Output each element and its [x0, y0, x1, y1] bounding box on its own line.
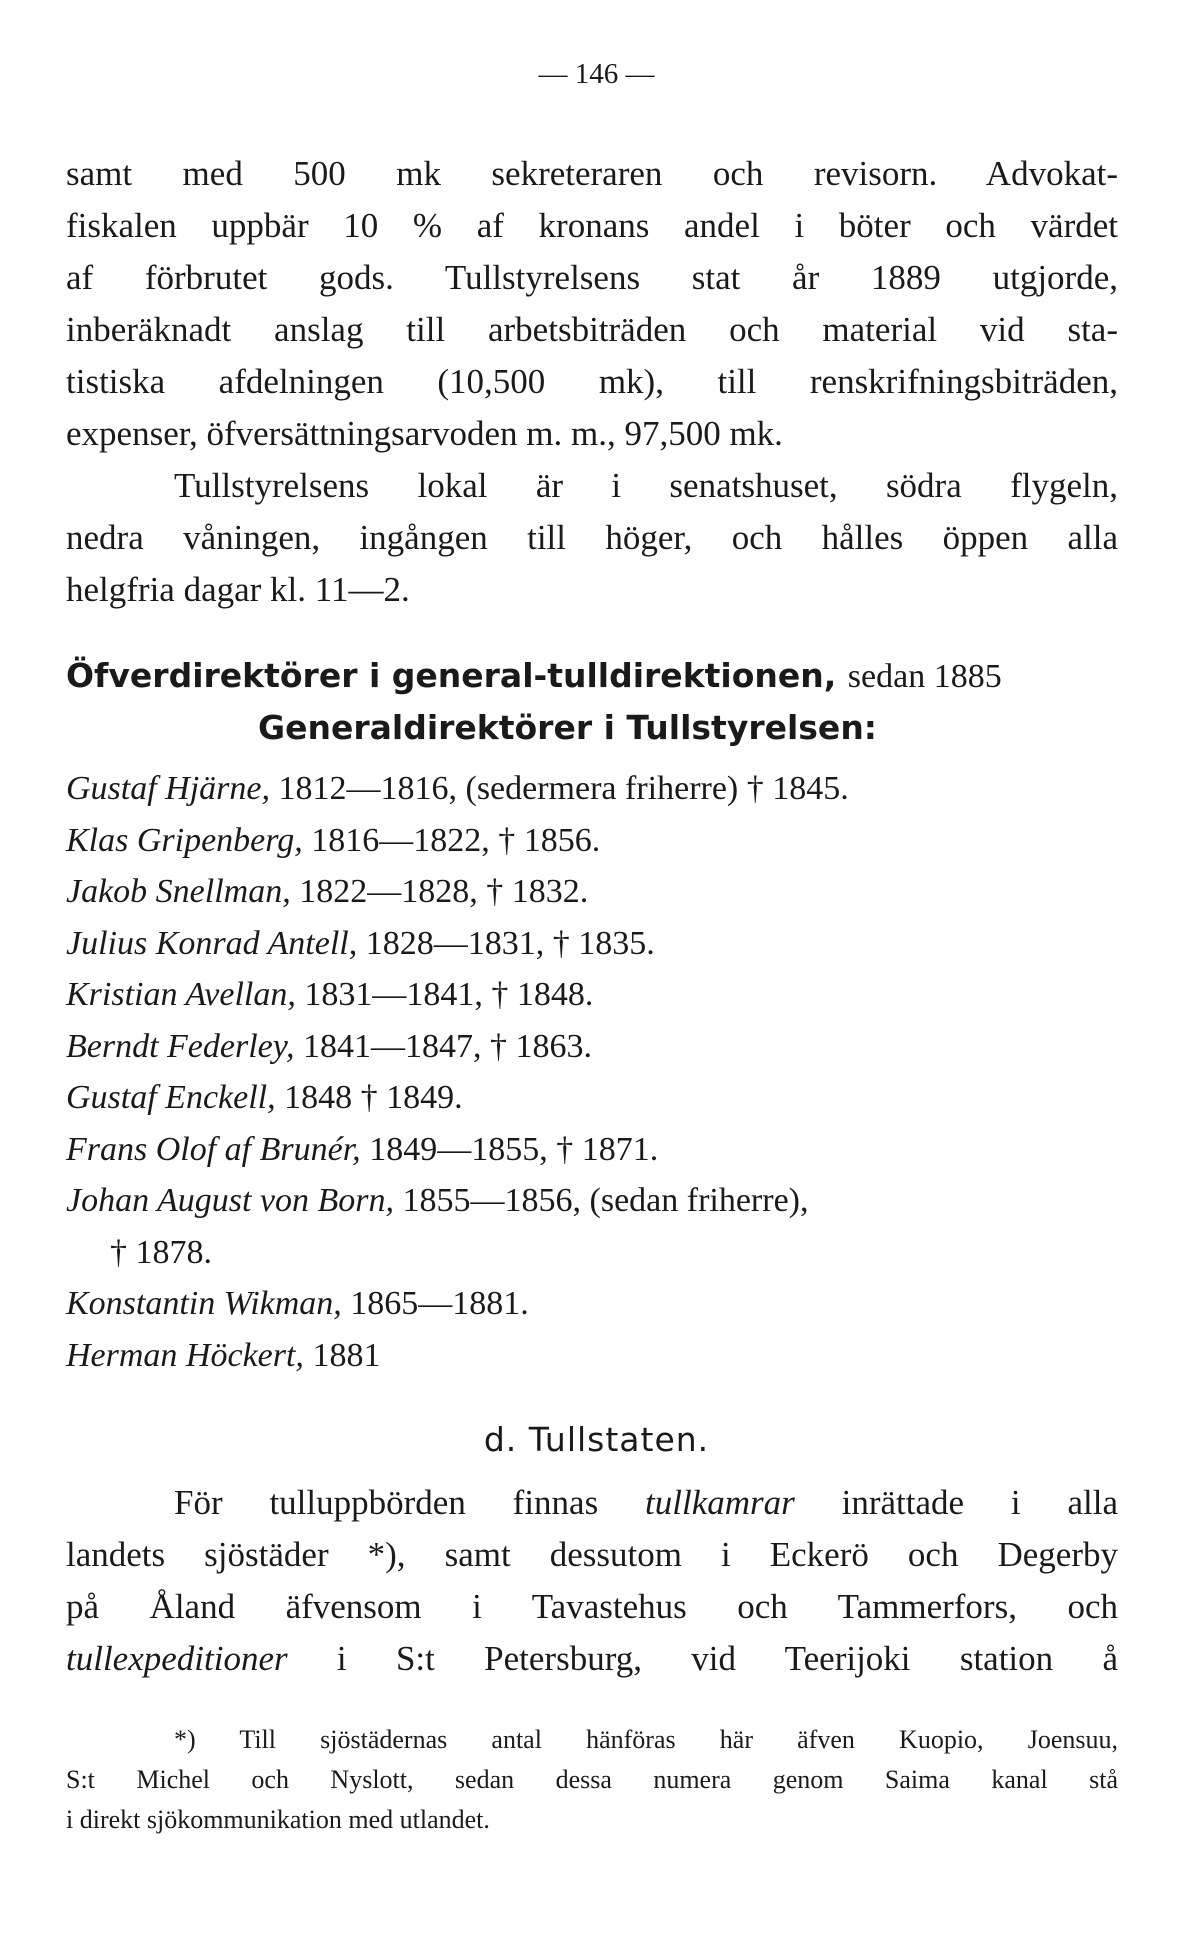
- director-details: 1828—1831, † 1835.: [357, 924, 655, 962]
- director-name: Konstantin Wikman,: [66, 1285, 342, 1322]
- footnote-line: S:t Michel och Nyslott, sedan dessa numera genom Saima kanal stå: [66, 1765, 1118, 1794]
- text-line: För tulluppbörden finnas tullkamrar inrättade i alla: [174, 1483, 1118, 1522]
- director-details: 1848 † 1849.: [275, 1079, 463, 1116]
- director-entry: [66, 1175, 1118, 1227]
- footnote-line: i direkt sjökommunikation med utlandet.: [66, 1805, 490, 1834]
- director-details: 1849—1855, † 1871.: [360, 1130, 659, 1168]
- text-line: fiskalen uppbär 10 % af kronans andel i böter och värdet: [66, 206, 1118, 245]
- page-number: — 146 —: [538, 58, 655, 90]
- director-list: [66, 763, 1118, 1381]
- director-details: 1841—1847, † 1863.: [294, 1027, 592, 1065]
- director-entry: [66, 1021, 1118, 1073]
- director-details: 1831—1841, † 1848.: [295, 976, 594, 1013]
- director-name: Berndt Federley,: [66, 1027, 295, 1065]
- director-entry-continuation: [66, 1227, 1118, 1279]
- footnote-line: *) Till sjöstädernas antal hänföras här äfven Kuopio, Joensuu,: [174, 1725, 1118, 1754]
- director-name: Herman Höckert,: [66, 1336, 304, 1374]
- director-entry: [66, 1072, 1118, 1124]
- section-title-date: sedan 1885: [847, 658, 1002, 695]
- director-entry: [66, 815, 1118, 867]
- director-details: 1855—1856, (sedan friherre),: [394, 1182, 809, 1219]
- text-line: nedra våningen, ingången till höger, och hålles öppen alla: [66, 518, 1118, 557]
- director-name: Klas Gripenberg,: [66, 821, 303, 859]
- section-heading-tullstaten: d. Tullstaten.: [483, 1420, 710, 1459]
- director-name: Frans Olof af Brunér,: [66, 1130, 361, 1168]
- section-subtitle-directors: Generaldirektörer i Tullstyrelsen:: [258, 708, 878, 747]
- body-text-lower: [66, 1477, 1118, 1685]
- text-line: på Åland äfvensom i Tavastehus och Tammerfors, och: [66, 1587, 1118, 1626]
- text-line: expenser, öfversättningsarvoden m. m., 97,500 mk.: [66, 414, 783, 453]
- director-entry: [66, 866, 1118, 918]
- body-text-upper: [66, 148, 1118, 616]
- director-entry: [66, 1278, 1118, 1330]
- director-entry: [66, 918, 1118, 970]
- director-entry: [66, 763, 1118, 815]
- director-details: 1865—1881.: [341, 1285, 529, 1322]
- text-line: helgfria dagar kl. 11—2.: [66, 570, 410, 609]
- director-details: 1822—1828, † 1832.: [290, 873, 589, 910]
- text-line: inberäknadt anslag till arbetsbiträden och material vid sta-: [66, 310, 1118, 349]
- director-details: 1881: [303, 1336, 381, 1374]
- director-name: Gustaf Enckell,: [66, 1079, 276, 1116]
- director-entry: [66, 969, 1118, 1021]
- text-line: Tullstyrelsens lokal är i senatshuset, södra flygeln,: [174, 466, 1118, 505]
- text-line: af förbrutet gods. Tullstyrelsens stat år 1889 utgjorde,: [66, 258, 1118, 297]
- director-name: Julius Konrad Antell,: [66, 924, 358, 962]
- director-name: Kristian Avellan,: [66, 976, 296, 1013]
- section-title-bold: Öfverdirektörer i general-tulldirektionen,: [66, 656, 837, 695]
- section-title-directors: [66, 650, 1118, 703]
- text-line: samt med 500 mk sekreteraren och revisorn. Advokat-: [66, 154, 1118, 193]
- director-details: 1816—1822, † 1856.: [302, 821, 601, 859]
- director-entry: [66, 1124, 1118, 1176]
- director-name: Jakob Snellman,: [66, 873, 291, 910]
- director-details: 1812—1816, (sedermera friherre) † 1845.: [270, 770, 849, 807]
- footnote: [66, 1720, 1118, 1840]
- director-name: Johan August von Born,: [66, 1182, 395, 1219]
- director-entry: [66, 1330, 1118, 1382]
- director-details: † 1878.: [110, 1233, 212, 1271]
- text-line: tistiska afdelningen (10,500 mk), till renskrifningsbiträden,: [66, 362, 1118, 401]
- text-line: landets sjöstäder *), samt dessutom i Eckerö och Degerby: [66, 1535, 1118, 1574]
- text-line: tullexpeditioner i S:t Petersburg, vid Teerijoki station å: [66, 1639, 1118, 1678]
- director-name: Gustaf Hjärne,: [66, 770, 270, 807]
